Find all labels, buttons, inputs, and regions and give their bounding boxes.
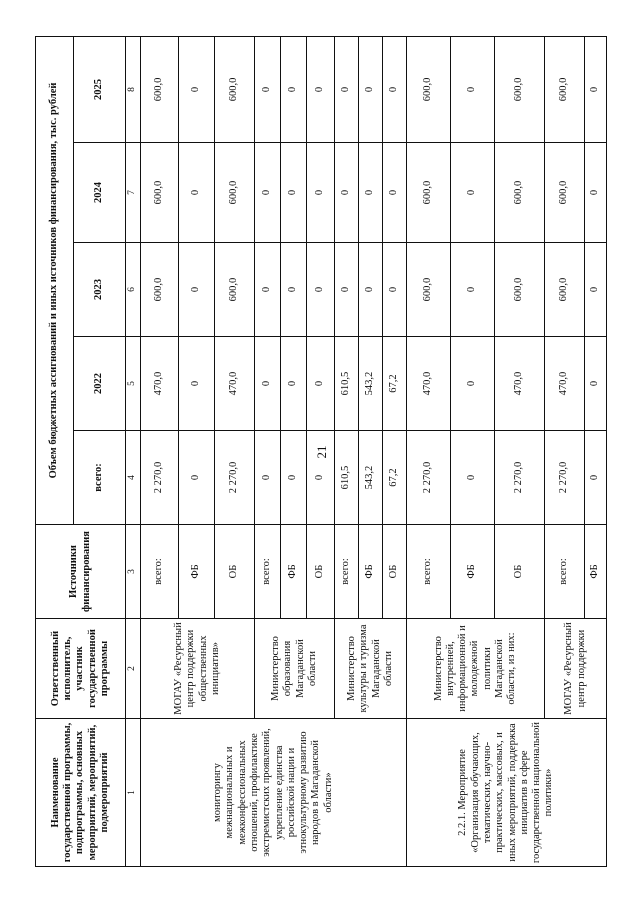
- value-2023: 0: [359, 243, 383, 337]
- value-2023: 0: [307, 243, 335, 337]
- value-total: 0: [179, 431, 215, 525]
- value-2023: 0: [255, 243, 281, 337]
- value-2025: 600,0: [407, 36, 451, 142]
- activity-name: мониторингу межнациональных и межконфессиональных отношений, профилактике экстремистских проявлений, укрепление единства российской нации и этнокультурному развитию народов в Магаданской области»: [141, 719, 407, 867]
- value-2022: 0: [451, 337, 495, 431]
- value-2024: 0: [383, 143, 407, 243]
- value-2025: 0: [359, 36, 383, 142]
- value-2023: 600,0: [495, 243, 545, 337]
- value-2025: 0: [585, 36, 607, 142]
- header-2025: 2025: [74, 36, 126, 142]
- value-2022: 0: [307, 337, 335, 431]
- value-2022: 470,0: [495, 337, 545, 431]
- column-number: 1: [126, 719, 141, 867]
- source-cell: ФБ: [585, 525, 607, 619]
- value-2025: 600,0: [215, 36, 255, 142]
- value-2022: 0: [281, 337, 307, 431]
- value-2025: 0: [255, 36, 281, 142]
- value-2022: 470,0: [141, 337, 179, 431]
- source-cell: всего:: [545, 525, 585, 619]
- value-2025: 0: [307, 36, 335, 142]
- page-number: 21: [314, 445, 329, 459]
- value-2024: 0: [335, 143, 359, 243]
- value-2023: 600,0: [407, 243, 451, 337]
- value-2023: 0: [179, 243, 215, 337]
- value-2024: 600,0: [407, 143, 451, 243]
- value-2025: 0: [451, 36, 495, 142]
- source-cell: всего:: [407, 525, 451, 619]
- value-2022: 470,0: [215, 337, 255, 431]
- value-total: 0: [255, 431, 281, 525]
- value-2024: 600,0: [545, 143, 585, 243]
- value-2024: 0: [451, 143, 495, 243]
- executor-cell: МОГАУ «Ресурсный центр поддержки общественных инициатив»: [141, 619, 255, 719]
- executor-cell: Министерство образования Магаданской области: [255, 619, 335, 719]
- value-2024: 600,0: [141, 143, 179, 243]
- column-number: 5: [126, 337, 141, 431]
- value-2022: 0: [585, 337, 607, 431]
- source-cell: всего:: [141, 525, 179, 619]
- source-cell: ФБ: [179, 525, 215, 619]
- source-cell: ОБ: [215, 525, 255, 619]
- column-number: 4: [126, 431, 141, 525]
- value-2023: 600,0: [545, 243, 585, 337]
- source-cell: ОБ: [495, 525, 545, 619]
- rotated-table-container: [35, 37, 605, 867]
- value-2025: 0: [281, 36, 307, 142]
- executor-cell: МОГАУ «Ресурсный центр поддержки: [545, 619, 607, 719]
- value-2024: 0: [281, 143, 307, 243]
- value-2022: 610,5: [335, 337, 359, 431]
- value-2023: 0: [335, 243, 359, 337]
- value-2024: 0: [255, 143, 281, 243]
- header-total: всего:: [74, 431, 126, 525]
- column-number: 3: [126, 525, 141, 619]
- value-2022: 67,2: [383, 337, 407, 431]
- value-2022: 470,0: [407, 337, 451, 431]
- header-source: Источники финансирования: [36, 525, 126, 619]
- value-2025: 600,0: [141, 36, 179, 142]
- source-cell: ФБ: [359, 525, 383, 619]
- value-2022: 470,0: [545, 337, 585, 431]
- executor-cell: Министерство культуры и туризма Магаданской области: [335, 619, 407, 719]
- column-number: 7: [126, 143, 141, 243]
- value-total: 610,5: [335, 431, 359, 525]
- header-name: Наименование государственной программы, подпрограммы, основных мероприятий, мероприятий, подмероприятий: [36, 719, 126, 867]
- value-2022: 543,2: [359, 337, 383, 431]
- column-number: 2: [126, 619, 141, 719]
- source-cell: ФБ: [451, 525, 495, 619]
- value-total: 0: [585, 431, 607, 525]
- value-2023: 0: [383, 243, 407, 337]
- executor-cell: Министерство внутренней, информационной и молодежной политики Магаданской области, из них:: [407, 619, 545, 719]
- value-2025: 0: [179, 36, 215, 142]
- value-total: 67,2: [383, 431, 407, 525]
- header-volume: Объем бюджетных ассигнований и иных источников финансирования, тыс. рублей: [36, 36, 74, 524]
- source-cell: ОБ: [307, 525, 335, 619]
- value-2022: 0: [255, 337, 281, 431]
- value-total: 0: [307, 431, 335, 525]
- source-cell: всего:: [255, 525, 281, 619]
- header-2023: 2023: [74, 243, 126, 337]
- value-2023: 0: [451, 243, 495, 337]
- value-2024: 0: [307, 143, 335, 243]
- value-total: 543,2: [359, 431, 383, 525]
- column-number: 8: [126, 36, 141, 142]
- source-cell: ФБ: [281, 525, 307, 619]
- value-2025: 600,0: [495, 36, 545, 142]
- value-total: 0: [281, 431, 307, 525]
- activity-name: 2.2.1. Мероприятие «Организация обучающих, тематических, научно-практических, массовых, и иных мероприятий, поддержка инициатив в сфере государственной национальной политики»: [407, 719, 607, 867]
- value-2023: 600,0: [141, 243, 179, 337]
- value-2023: 0: [585, 243, 607, 337]
- table-row: [407, 36, 451, 866]
- value-2024: 600,0: [215, 143, 255, 243]
- value-2023: 600,0: [215, 243, 255, 337]
- value-total: 2 270,0: [141, 431, 179, 525]
- value-2025: 0: [383, 36, 407, 142]
- value-2024: 600,0: [495, 143, 545, 243]
- value-total: 0: [451, 431, 495, 525]
- value-2022: 0: [179, 337, 215, 431]
- value-total: 2 270,0: [407, 431, 451, 525]
- value-2024: 0: [179, 143, 215, 243]
- value-2025: 600,0: [545, 36, 585, 142]
- value-2024: 0: [585, 143, 607, 243]
- header-2022: 2022: [74, 337, 126, 431]
- source-cell: всего:: [335, 525, 359, 619]
- column-number: 6: [126, 243, 141, 337]
- column-numbers-row: [126, 36, 141, 866]
- header-2024: 2024: [74, 143, 126, 243]
- value-total: 2 270,0: [495, 431, 545, 525]
- value-2024: 0: [359, 143, 383, 243]
- value-total: 2 270,0: [215, 431, 255, 525]
- table-row: [141, 36, 179, 866]
- value-2023: 0: [281, 243, 307, 337]
- value-2025: 0: [335, 36, 359, 142]
- source-cell: ОБ: [383, 525, 407, 619]
- header-executor: Ответственный исполнитель, участник государственной программы: [36, 619, 126, 719]
- value-total: 2 270,0: [545, 431, 585, 525]
- budget-table: [35, 36, 607, 867]
